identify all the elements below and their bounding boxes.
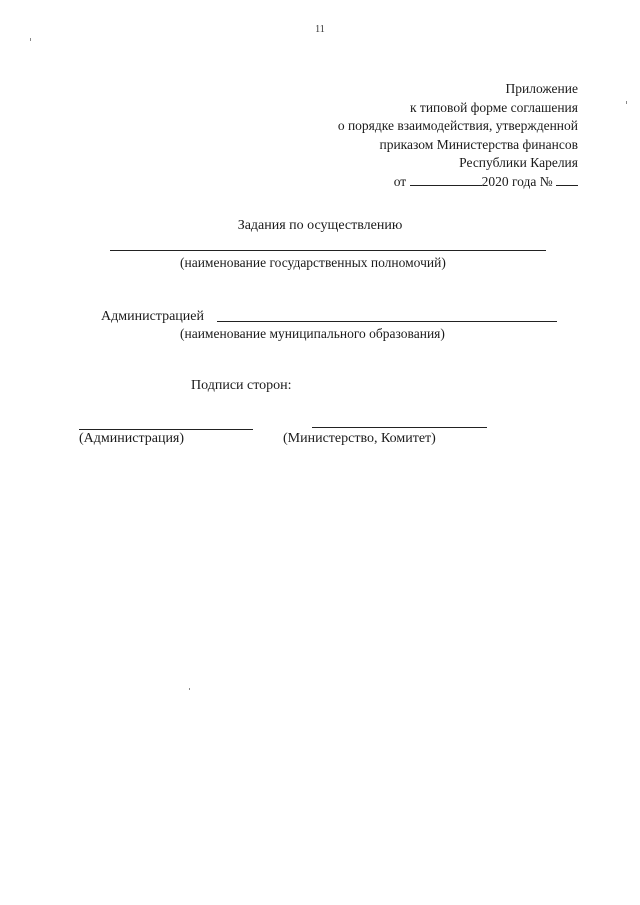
number-blank (556, 174, 578, 186)
appendix-block (338, 80, 578, 191)
ministry-signature-caption: (Министерство, Комитет) (283, 431, 436, 446)
appendix-line: к типовой форме соглашения (410, 99, 578, 115)
municipal-blank-line (217, 321, 557, 322)
municipal-caption: (наименование муниципального образования) (180, 326, 445, 341)
scan-speck (30, 38, 31, 41)
date-year: 2020 года № (481, 173, 553, 189)
administration-label: Администрацией (101, 309, 204, 324)
page-number: 11 (315, 24, 325, 35)
date-blank (410, 174, 482, 186)
appendix-date-line (338, 173, 578, 192)
appendix-line: Республики Карелия (459, 155, 578, 170)
signatures-heading: Подписи сторон: (191, 378, 292, 393)
admin-signature-line (79, 429, 253, 430)
appendix-line: приказом Министерства финансов (379, 136, 578, 152)
document-heading: Задания по осуществлению (237, 218, 403, 233)
powers-blank-line (110, 250, 546, 251)
admin-signature-caption: (Администрация) (79, 431, 185, 446)
scan-speck (189, 688, 190, 690)
appendix-line: о порядке взаимодействия, утвержденной (337, 118, 578, 133)
scan-speck (626, 101, 627, 104)
ministry-signature-line (312, 427, 487, 428)
date-prefix: от (393, 173, 407, 189)
appendix-line: Приложение (505, 81, 578, 96)
powers-caption: (наименование государственных полномочий) (180, 255, 446, 270)
